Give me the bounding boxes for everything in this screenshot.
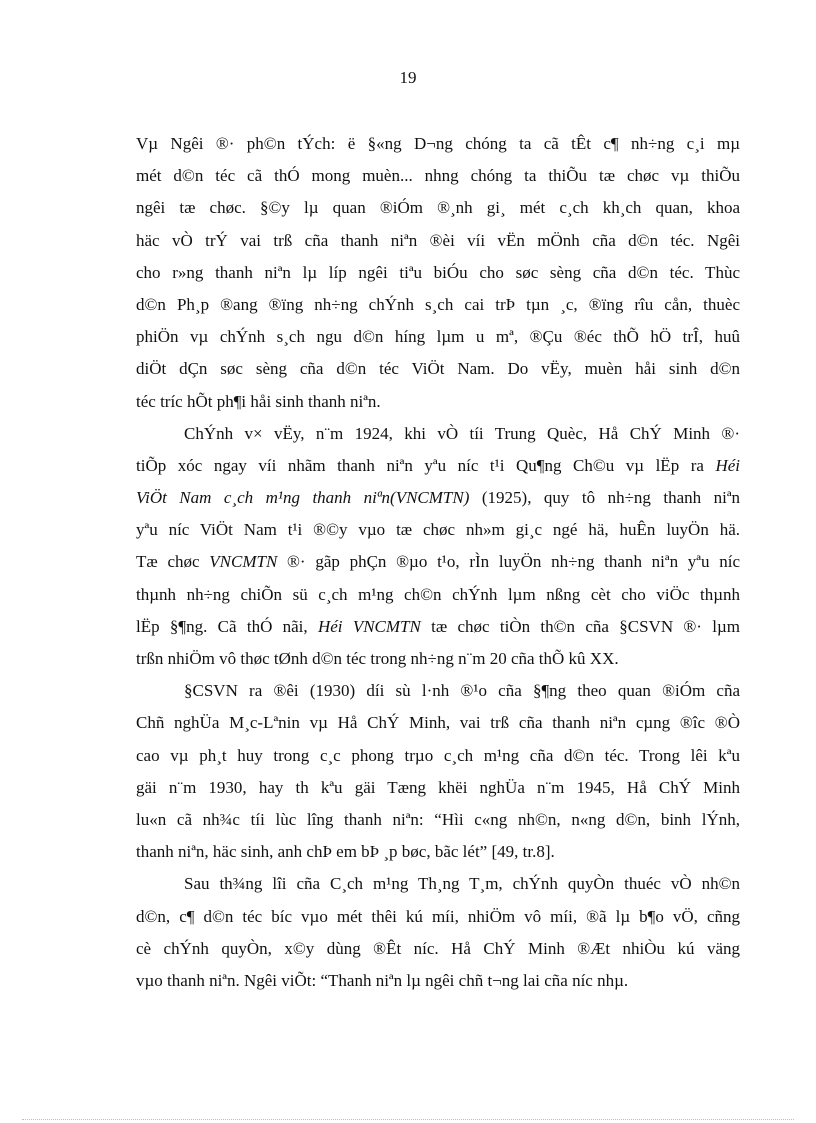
text-run: vµo thanh niªn. Ngêi viÕt: “Thanh niªn lµ ngêi chñ t¬ng lai cña níc nhµ.	[136, 970, 629, 990]
text-line	[136, 514, 740, 546]
text-run: gäi n¨m 1930, hay th kªu gäi Tæng khëi nghÜa n¨m 1945, Hå ChÝ Minh	[136, 777, 740, 797]
page-number: 19	[399, 68, 417, 87]
text-run: lËp §¶ng. Cã thÓ nãi,	[136, 616, 318, 636]
text-run: ngêi tæ chøc. §©y lµ quan ®iÓm ®¸nh gi¸ mét c¸ch kh¸ch quan, khoa	[136, 198, 740, 218]
text-run: diÖt dÇn søc sèng cña d©n téc ViÖt Nam. Do vËy, muèn håi sinh d©n	[136, 359, 740, 379]
text-run: (1925), quy tô nh÷ng thanh niªn	[469, 488, 740, 508]
paragraph	[136, 128, 740, 418]
text-line	[136, 353, 740, 385]
paragraph	[136, 868, 740, 997]
text-run: mét d©n téc cã thÓ mong muèn... nhng chóng ta thiÕu tæ chøc vµ thiÕu	[136, 166, 740, 186]
text-run: Vµ Ngêi ®· ph©n tÝch: ë §«ng D¬ng chóng ta cã tÊt c¶ nh÷ng c¸i mµ	[136, 134, 740, 153]
text-line	[136, 965, 740, 997]
text-run: §CSVN ra ®êi (1930) díi sù l·nh ®¹o cña §¶ng theo quan ®iÓm cña	[184, 681, 740, 701]
text-line	[136, 482, 740, 514]
text-run: thµnh nh÷ng chiÕn sü c¸ch m¹ng ch©n chÝnh lµm nßng cèt cho viÖc thµnh	[136, 584, 740, 604]
document-body	[136, 128, 740, 997]
text-line	[136, 804, 740, 836]
text-line	[136, 933, 740, 965]
text-line	[136, 643, 740, 675]
text-line	[136, 675, 740, 707]
italic-text: VNCMTN	[209, 552, 278, 572]
text-line	[136, 707, 740, 739]
text-run: ChÝnh v× vËy, n¨m 1924, khi vÒ tíi Trung Quèc, Hå ChÝ Minh ®·	[184, 423, 740, 443]
text-run: cho r»ng thanh niªn lµ líp ngêi tiªu biÓu cho søc sèng cña d©n téc. Thùc	[136, 262, 740, 282]
text-line	[136, 160, 740, 192]
text-line	[136, 128, 740, 160]
text-run: trßn nhiÖm vô thøc tØnh d©n téc trong nh÷ng n¨m 20 cña thÕ kû XX.	[136, 649, 619, 668]
text-line	[136, 868, 740, 900]
text-line	[136, 450, 740, 482]
text-run: tiÕp xóc ngay víi nhãm thanh niªn yªu níc t¹i Qu¶ng Ch©u vµ lËp ra	[136, 455, 716, 475]
text-run: Tæ chøc	[136, 552, 210, 572]
text-run: yªu níc ViÖt Nam t¹i ®©y vµo tæ chøc nh»m gi¸c ngé hä, huÊn luyÖn hä.	[136, 520, 740, 540]
text-line	[136, 418, 740, 450]
text-line	[136, 257, 740, 289]
text-run: häc vÒ trÝ vai trß cña thanh niªn ®èi víi vËn mÖnh cña d©n téc. Ngêi	[136, 230, 740, 250]
text-line	[136, 611, 740, 643]
text-run: thanh niªn, häc sinh, anh chÞ em bÞ ¸p bøc, bãc lét” [49, tr.8].	[136, 842, 555, 862]
text-run: téc tríc hÕt ph¶i håi sinh thanh niªn.	[136, 391, 381, 411]
paragraph	[136, 675, 740, 868]
text-line	[136, 579, 740, 611]
text-run: cè chÝnh quyÒn, x©y dùng ®Êt níc. Hå ChÝ Minh ®Æt nhiÒu kú väng	[136, 938, 740, 958]
text-line	[136, 546, 740, 578]
text-run: Sau th¾ng lîi cña C¸ch m¹ng Th¸ng T¸m, chÝnh quyÒn thuéc vÒ nh©n	[184, 874, 740, 894]
italic-text: Héi	[715, 455, 740, 475]
text-run: tæ chøc tiÒn th©n cña §CSVN ®· lµm	[420, 616, 740, 636]
text-line	[136, 289, 740, 321]
text-line	[136, 225, 740, 257]
text-run: Chñ nghÜa M¸c-Lªnin vµ Hå ChÝ Minh, vai trß cña thanh niªn cµng ®îc ®Ò	[136, 713, 740, 733]
text-run: ®· gãp phÇn ®µo t¹o, rÌn luyÖn nh÷ng thanh niªn yªu níc	[277, 552, 740, 572]
text-run: cao vµ ph¸t huy trong c¸c phong trµo c¸ch m¹ng cña d©n téc. Trong lêi kªu	[136, 745, 740, 765]
text-line	[136, 192, 740, 224]
text-run: d©n Ph¸p ®ang ®ïng nh÷ng chÝnh s¸ch cai trÞ tµn ¸c, ®ïng rîu cån, thuèc	[136, 294, 740, 314]
text-line	[136, 836, 740, 868]
page-bottom-rule	[22, 1119, 794, 1120]
paragraph	[136, 418, 740, 676]
text-line	[136, 772, 740, 804]
text-run: phiÖn vµ chÝnh s¸ch ngu d©n híng lµm u mª, ®Çu ®éc thÕ hÖ trÎ, huû	[136, 327, 740, 347]
text-run: d©n, c¶ d©n téc bíc vµo mét thêi kú míi, nhiÖm vô míi, ®ã lµ b¶o vÖ, cñng	[136, 906, 740, 926]
text-line	[136, 901, 740, 933]
italic-text: Héi VNCMTN	[317, 616, 421, 636]
text-run: lu«n cã nh¾c tíi lùc lîng thanh niªn: “Hìi c«ng nh©n, n«ng d©n, binh lÝnh,	[136, 809, 740, 829]
text-line	[136, 740, 740, 772]
text-line	[136, 386, 740, 418]
text-line	[136, 321, 740, 353]
italic-text: ViÖt Nam c¸ch m¹ng thanh niªn(VNCMTN)	[136, 488, 470, 508]
